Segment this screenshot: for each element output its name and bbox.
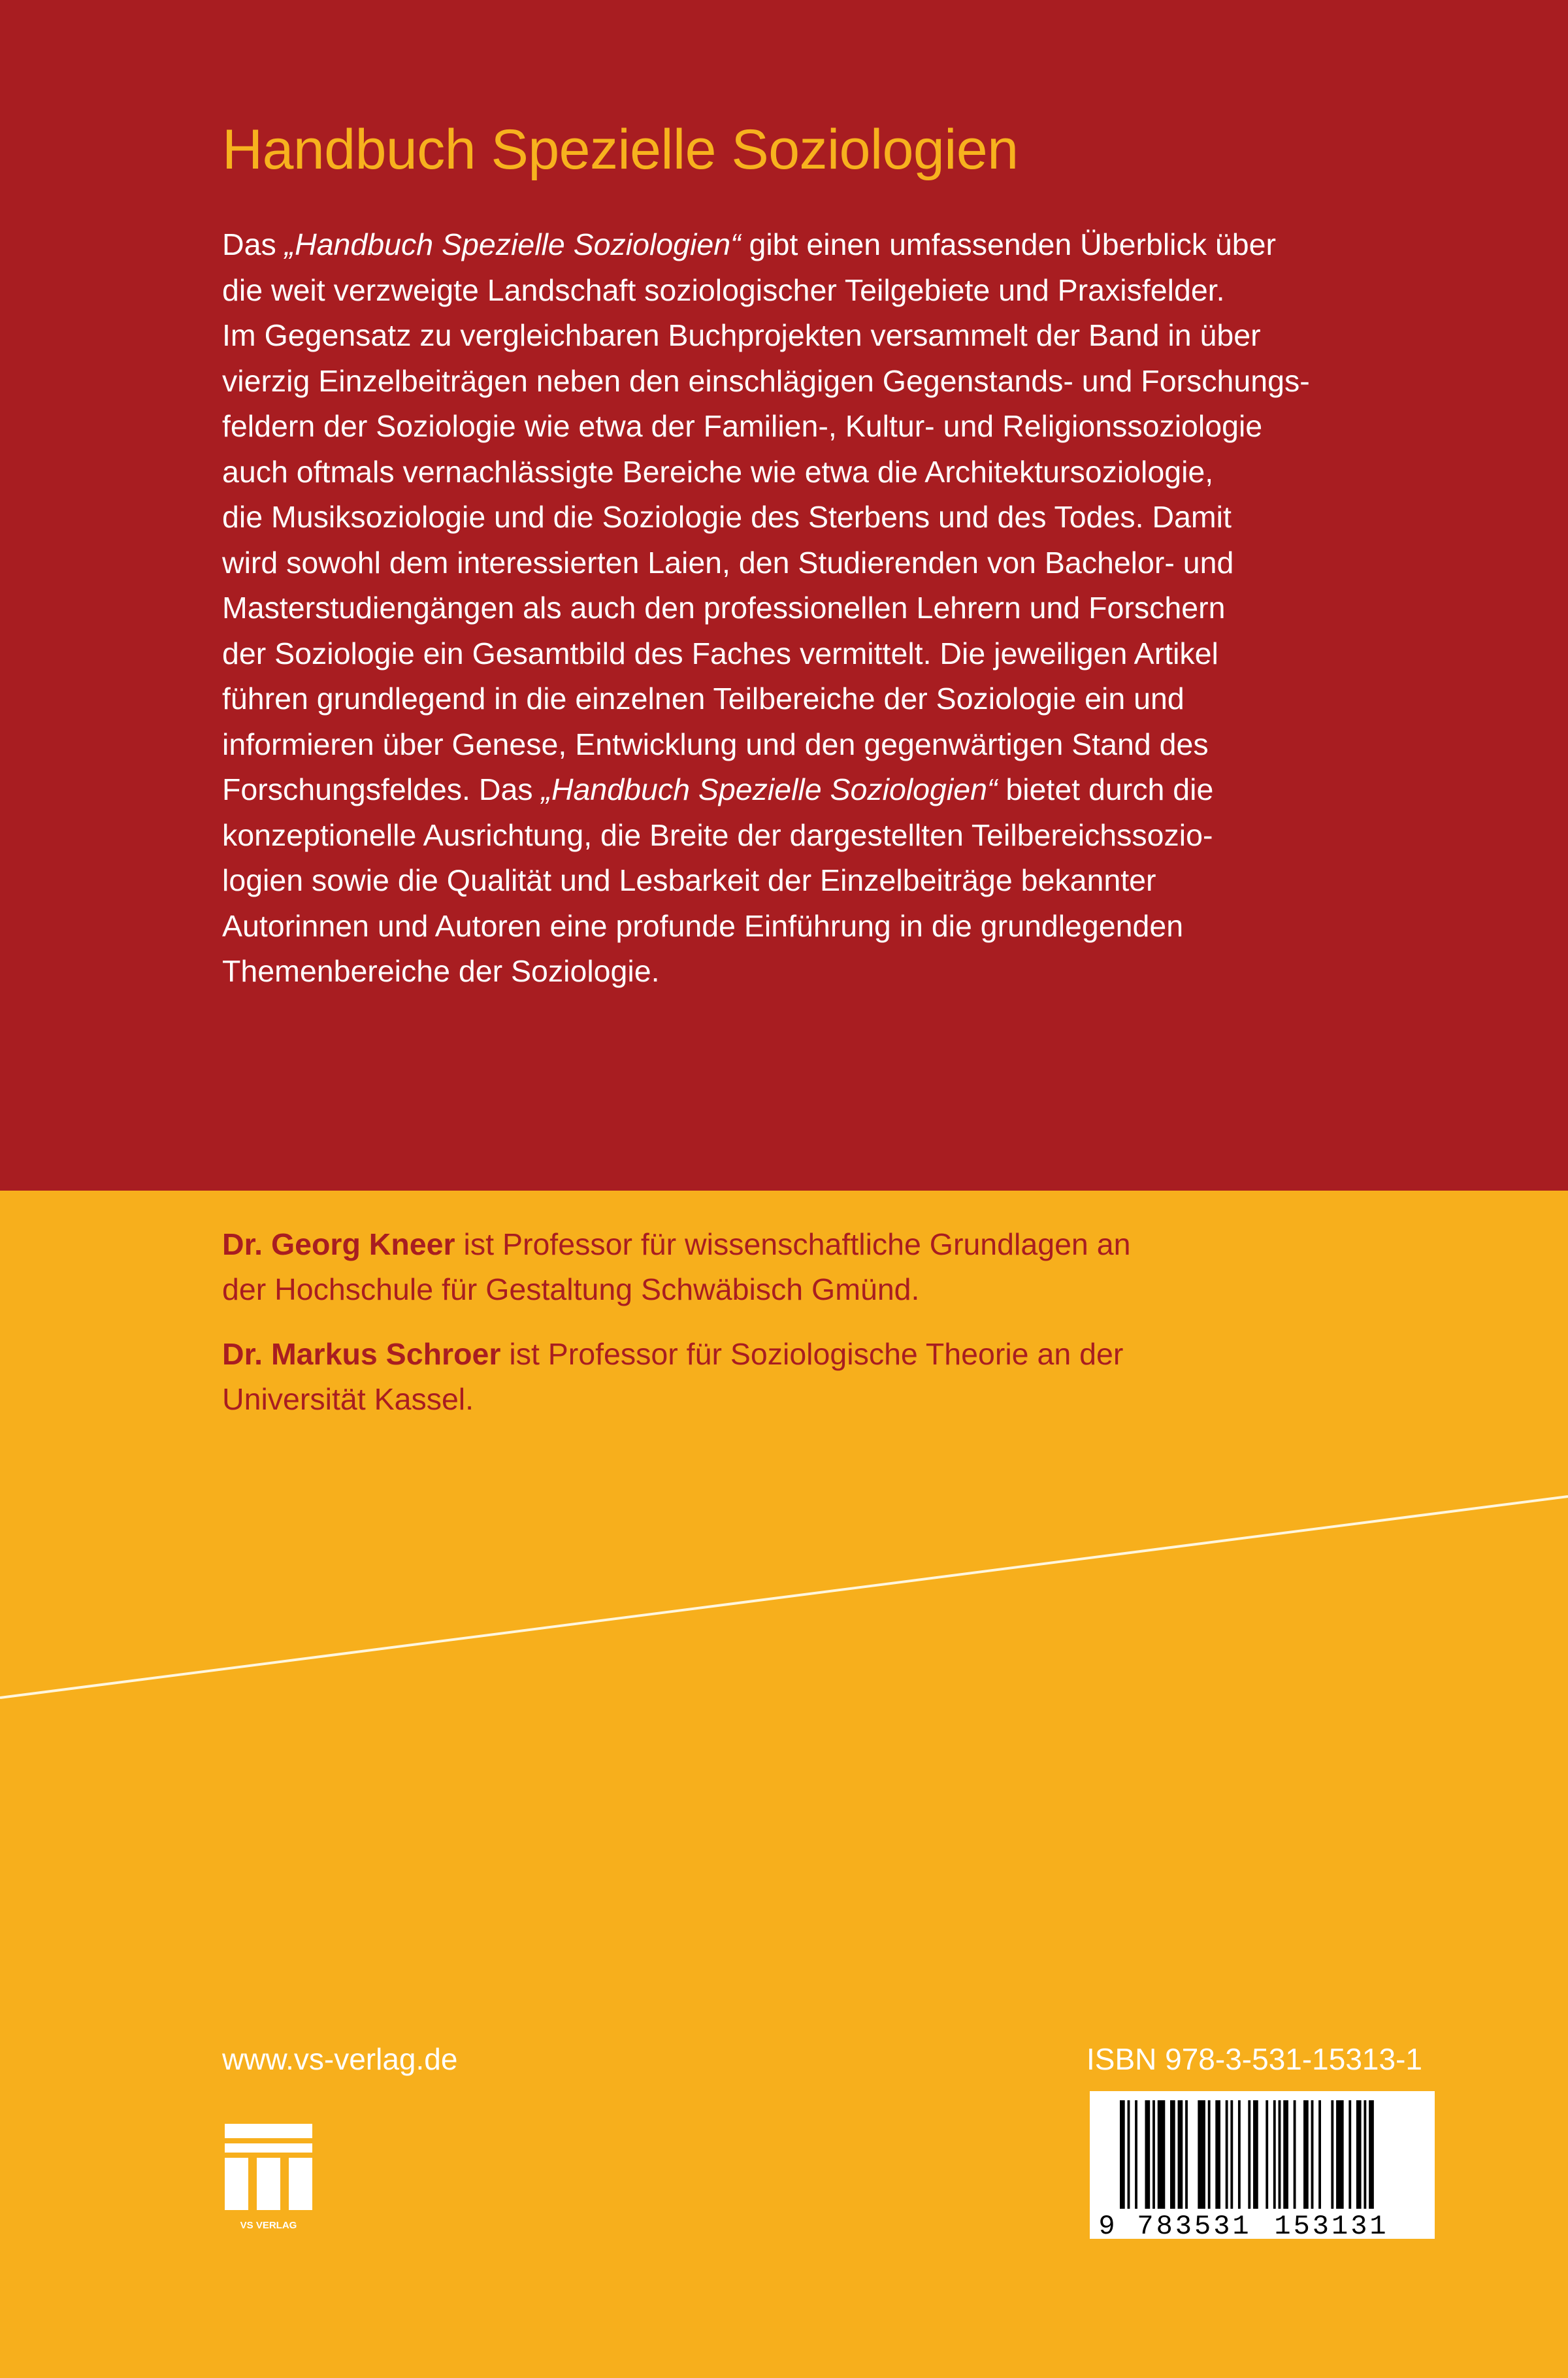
author-bio-line: der Hochschule für Gestaltung Schwäbisch Gmünd. xyxy=(222,1272,920,1306)
barcode-bar xyxy=(1215,2100,1220,2209)
barcode-bar xyxy=(1170,2100,1175,2209)
barcode-bar xyxy=(1303,2100,1309,2209)
barcode-bar xyxy=(1311,2100,1314,2209)
blurb-line: vierzig Einzelbeiträgen neben den einschlägigen Gegenstands- und Forschungs- xyxy=(222,363,1310,398)
blurb-line: konzeptionelle Ausrichtung, die Breite der dargestellten Teilbereichssozio- xyxy=(222,817,1213,852)
barcode-bar xyxy=(1318,2100,1321,2209)
isbn-label: ISBN 978-3-531-15313-1 xyxy=(1086,2042,1422,2076)
barcode-bar xyxy=(1128,2100,1130,2209)
blurb-line: Im Gegensatz zu vergleichbaren Buchprojekten versammelt der Band in über xyxy=(222,318,1261,352)
barcode-bar xyxy=(1266,2100,1268,2209)
barcode-bar xyxy=(1178,2100,1183,2209)
blurb-line: informieren über Genese, Entwicklung und den gegenwärtigen Stand des xyxy=(222,727,1209,761)
author-name: Dr. Markus Schroer xyxy=(222,1337,501,1371)
barcode-bar xyxy=(1356,2100,1362,2209)
barcode-bar xyxy=(1364,2100,1366,2209)
barcode-right-digits: 153131 xyxy=(1274,2211,1389,2239)
barcode-bar xyxy=(1248,2100,1250,2209)
barcode-bar xyxy=(1253,2100,1258,2209)
isbn-barcode xyxy=(1090,2091,1435,2239)
barcode-bar xyxy=(1331,2100,1333,2209)
blurb-line: die Musiksoziologie und die Soziologie des Sterbens und des Todes. Damit xyxy=(222,500,1232,534)
barcode-bar xyxy=(1336,2100,1344,2209)
author-bio-line: Dr. Markus Schroer ist Professor für Soziologische Theorie an der xyxy=(222,1337,1124,1371)
barcode-bar xyxy=(1348,2100,1351,2209)
blurb-line: wird sowohl dem interessierten Laien, den Studierenden von Bachelor- und xyxy=(222,545,1234,580)
blurb-line: Autorinnen und Autoren eine profunde Einführung in die grundlegenden xyxy=(222,908,1184,943)
barcode-bar xyxy=(1230,2100,1233,2209)
barcode-bar xyxy=(1283,2100,1288,2209)
blurb-line: auch oftmals vernachlässigte Bereiche wie etwa die Architektursoziologie, xyxy=(222,454,1214,489)
barcode-bar xyxy=(1120,2100,1125,2209)
logo-text: VS VERLAG xyxy=(240,2220,297,2231)
barcode-bar xyxy=(1369,2100,1374,2209)
barcode-bar xyxy=(1208,2100,1211,2209)
blurb-line: feldern der Soziologie wie etwa der Familien-, Kultur- und Religionssoziologie xyxy=(222,409,1263,443)
barcode-bar xyxy=(1145,2100,1151,2209)
barcode-first-digit: 9 xyxy=(1098,2211,1115,2239)
barcode-bar xyxy=(1226,2100,1228,2209)
barcode-bar xyxy=(1294,2100,1296,2209)
vs-verlag-logo xyxy=(225,2124,312,2232)
blurb-line: der Soziologie ein Gesamtbild des Faches vermittelt. Die jeweiligen Artikel xyxy=(222,636,1218,670)
author-bio-line: Dr. Georg Kneer ist Professor für wissenschaftliche Grundlagen an xyxy=(222,1227,1131,1261)
barcode-bar xyxy=(1198,2100,1205,2209)
book-description xyxy=(222,222,1463,995)
blurb-line: Masterstudiengängen als auch den professionellen Lehrern und Forschern xyxy=(222,591,1226,625)
author-bios xyxy=(222,1222,1463,1422)
blurb-line: führen grundlegend in die einzelnen Teilbereiche der Soziologie ein und xyxy=(222,682,1184,716)
barcode-graphic xyxy=(1090,2091,1435,2239)
barcode-bar xyxy=(1279,2100,1281,2209)
blurb-line: Forschungsfeldes. Das „Handbuch Spezielle Soziologien“ bietet durch die xyxy=(222,772,1214,806)
author-bio-line: Universität Kassel. xyxy=(222,1382,474,1416)
barcode-bar xyxy=(1238,2100,1241,2209)
book-title: Handbuch Spezielle Soziologien xyxy=(222,118,1019,181)
blurb-line: logien sowie die Qualität und Lesbarkeit der Einzelbeiträge bekannter xyxy=(222,863,1156,897)
blurb-line: die weit verzweigte Landschaft soziologischer Teilgebiete und Praxisfelder. xyxy=(222,272,1225,307)
publisher-website[interactable]: www.vs-verlag.de xyxy=(222,2042,458,2076)
barcode-bar xyxy=(1152,2100,1155,2209)
barcode-left-digits: 783531 xyxy=(1137,2211,1252,2239)
blurb-line: Themenbereiche der Soziologie. xyxy=(222,954,660,988)
author-name: Dr. Georg Kneer xyxy=(222,1227,455,1261)
barcode-bar xyxy=(1135,2100,1137,2209)
barcode-bar xyxy=(1185,2100,1188,2209)
barcode-bar xyxy=(1273,2100,1276,2209)
barcode-bar xyxy=(1158,2100,1166,2209)
blurb-line: Das „Handbuch Spezielle Soziologien“ gibt einen umfassenden Überblick über xyxy=(222,227,1276,261)
barcode-bars xyxy=(1120,2100,1374,2209)
